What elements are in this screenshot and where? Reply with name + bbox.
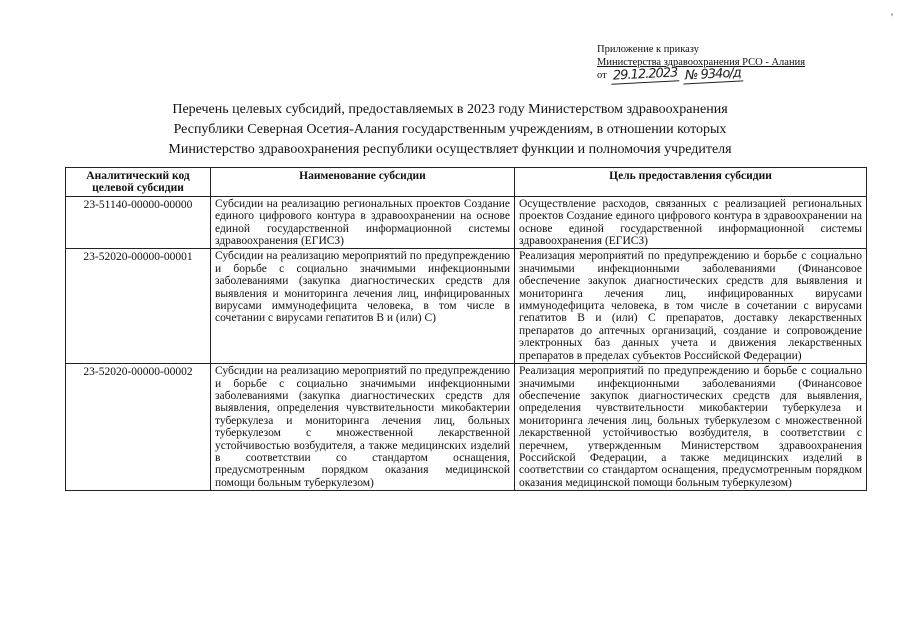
- cell-name: Субсидии на реализацию мероприятий по предупреждению и борьбе с социально значимыми инфекционными заболеваниями (закупка диагностических средств для выявления, определения чувствительности микобактерии туберкулеза и мониторинга лечения лиц, больных туберкулезом с множественной лекарственной устойчивостью возбудителя, а также медицинских изделий в соответствии со стандартом оснащения, предусмотренным порядком оказания медицинской помощи больным туберкулезом): [211, 364, 515, 491]
- title-line-2: Республики Северная Осетия-Алания государственным учреждениям, в отношении которых: [173, 122, 727, 137]
- handwritten-number: № 934о/д: [683, 67, 743, 84]
- cell-code: 23-52020-00000-00001: [66, 249, 211, 364]
- table-row: [66, 196, 867, 249]
- header-purpose: Цель предоставления субсидии: [515, 168, 867, 197]
- table-row: [66, 364, 867, 491]
- cell-name: Субсидии на реализацию региональных проектов Создание единого цифрового контура в здравоохранении на основе единой государственной информационной системы здравоохранения (ЕГИСЗ): [211, 196, 515, 249]
- corner-mark: ': [890, 10, 893, 24]
- cell-code: 23-52020-00000-00002: [66, 364, 211, 491]
- header-name: Наименование субсидии: [211, 168, 515, 197]
- cell-name: Субсидии на реализацию мероприятий по предупреждению и борьбе с социально значимыми инфекционными заболеваниями (закупка диагностических средств для выявления и мониторинга лечения лиц, инфицированных вирусами иммунодефицита человека, в том числе в сочетании с вирусами гепатитов В и (или) С): [211, 249, 515, 364]
- cell-purpose: Осуществление расходов, связанных с реализацией региональных проектов Создание единого цифрового контура в здравоохранении на основе единой государственной информационной системы здравоохранения (ЕГИСЗ): [515, 196, 867, 249]
- title-line-3: Министерство здравоохранения республики осуществляет функции и полномочия учредителя: [168, 142, 732, 157]
- cell-code: 23-51140-00000-00000: [66, 196, 211, 249]
- appendix-header: [597, 44, 897, 83]
- table-header-row: [66, 168, 867, 197]
- cell-purpose: Реализация мероприятий по предупреждению и борьбе с социально значимыми инфекционными заболеваниями (Финансовое обеспечение закупок диагностических средств для выявления и мониторинга лечения лиц, инфицированных вирусами иммунодефицита человека, в том числе в сочетании с вирусами гепатитов В и (или) С препаратов, доставку лекарственных препаратов до аптечных организаций, создание и сопровождение электронных баз данных учета и движения лекарственных препаратов в пределах субъектов Российской Федерации): [515, 249, 867, 364]
- subsidy-table: [65, 167, 867, 491]
- header-code: Аналитический код целевой субсидии: [66, 168, 211, 197]
- handwritten-date: 29.12.2023: [610, 67, 679, 84]
- appendix-line-2: Министерства здравоохранения РСО - Алания: [597, 56, 806, 68]
- cell-purpose: Реализация мероприятий по предупреждению и борьбе с социально значимыми инфекционными заболеваниями (Финансовое обеспечение закупок диагностических средств для выявления, определения чувствительности микобактерии туберкулеза и мониторинга лечения лиц, больных туберкулезом с множественной лекарственной устойчивостью возбудителя, в соответствии с перечнем, утвержденным Министерством здравоохранения Российской Федерации, а также медицинских изделий в соответствии со стандартом оснащения, предусмотренным порядком оказания медицинской помощи больным туберкулезом): [515, 364, 867, 491]
- appendix-date-line: [597, 65, 897, 84]
- appendix-line-1: Приложение к приказу: [597, 44, 699, 55]
- date-prefix: от: [597, 70, 607, 81]
- table-row: [66, 249, 867, 364]
- title-line-1: Перечень целевых субсидий, предоставляемых в 2023 году Министерством здравоохранения: [172, 102, 728, 117]
- document-title: [90, 100, 810, 160]
